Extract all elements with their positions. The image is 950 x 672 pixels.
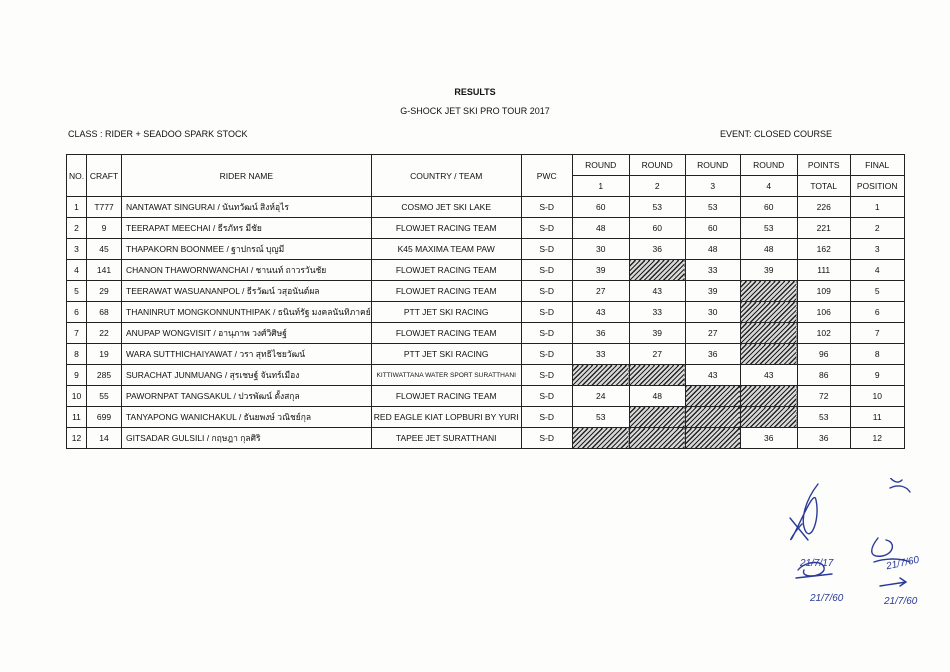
col-round-4: ROUND	[740, 155, 797, 176]
cell-craft: 14	[87, 428, 122, 449]
cell-round-2: 36	[629, 239, 685, 260]
cell-team: RED EAGLE KIAT LOPBURI BY YURI	[371, 407, 521, 428]
cell-round-4: 39	[740, 260, 797, 281]
signature-date-1: 21/7/17	[800, 558, 834, 569]
cell-round-2: 27	[629, 344, 685, 365]
cell-points-total: 221	[797, 218, 850, 239]
cell-team: PTT JET SKI RACING	[371, 344, 521, 365]
table-row	[67, 386, 905, 407]
cell-round-3	[685, 386, 740, 407]
cell-craft: 45	[87, 239, 122, 260]
cell-rider-name: THAPAKORN BOONMEE / ฐาปกรณ์ บุญมี	[122, 239, 372, 260]
cell-team: PTT JET SKI RACING	[371, 302, 521, 323]
cell-rider-name: TANYAPONG WANICHAKUL / ธันยพงษ์ วณิชย์กุล	[122, 407, 372, 428]
cell-points-total: 162	[797, 239, 850, 260]
final-position-label: POSITION	[850, 176, 904, 197]
cell-pwc: S-D	[521, 344, 572, 365]
cell-final-position: 11	[850, 407, 904, 428]
cell-round-1: 36	[572, 323, 629, 344]
round-number-3: 3	[685, 176, 740, 197]
table-row	[67, 365, 905, 386]
cell-points-total: 36	[797, 428, 850, 449]
cell-rider-name: GITSADAR GULSILI / กฤษฎา กุลศิริ	[122, 428, 372, 449]
cell-round-2	[629, 407, 685, 428]
cell-craft: 68	[87, 302, 122, 323]
cell-round-4	[740, 407, 797, 428]
cell-craft: 19	[87, 344, 122, 365]
col-round-2: ROUND	[629, 155, 685, 176]
round-number-2: 2	[629, 176, 685, 197]
cell-round-4	[740, 281, 797, 302]
table-row	[67, 197, 905, 218]
cell-rider-name: SURACHAT JUNMUANG / สุรเชษฐ์ จันทร์เมือง	[122, 365, 372, 386]
cell-team: K45 MAXIMA TEAM PAW	[371, 239, 521, 260]
cell-round-2: 43	[629, 281, 685, 302]
signature-date-3: 21/7/60	[885, 554, 921, 573]
cell-round-4: 60	[740, 197, 797, 218]
cell-no: 2	[67, 218, 87, 239]
cell-points-total: 53	[797, 407, 850, 428]
col-final: FINAL	[850, 155, 904, 176]
cell-round-2: 39	[629, 323, 685, 344]
cell-rider-name: PAWORNPAT TANGSAKUL / ปวรพัฒน์ ตั้งสกุล	[122, 386, 372, 407]
handwritten-signatures	[760, 478, 950, 618]
cell-round-1: 60	[572, 197, 629, 218]
cell-points-total: 111	[797, 260, 850, 281]
cell-rider-name: THANINRUT MONGKONNUNTHIPAK / ธนินท์รัฐ มงคลนันทิภาคย์	[122, 302, 372, 323]
cell-round-3: 43	[685, 365, 740, 386]
signature-date-2: 21/7/60	[810, 593, 844, 604]
cell-pwc: S-D	[521, 239, 572, 260]
col-country-team: COUNTRY / TEAM	[371, 155, 521, 197]
cell-pwc: S-D	[521, 218, 572, 239]
cell-round-3: 53	[685, 197, 740, 218]
cell-craft: 9	[87, 218, 122, 239]
cell-round-4: 53	[740, 218, 797, 239]
cell-pwc: S-D	[521, 260, 572, 281]
cell-final-position: 4	[850, 260, 904, 281]
table-row	[67, 281, 905, 302]
cell-round-3: 60	[685, 218, 740, 239]
cell-no: 3	[67, 239, 87, 260]
cell-final-position: 1	[850, 197, 904, 218]
cell-final-position: 2	[850, 218, 904, 239]
table-row	[67, 302, 905, 323]
cell-no: 1	[67, 197, 87, 218]
col-pwc: PWC	[521, 155, 572, 197]
cell-round-1: 39	[572, 260, 629, 281]
cell-craft: 141	[87, 260, 122, 281]
event-name: G-SHOCK JET SKI PRO TOUR 2017	[400, 106, 550, 116]
col-craft: CRAFT	[87, 155, 122, 197]
cell-craft: 699	[87, 407, 122, 428]
cell-no: 6	[67, 302, 87, 323]
cell-round-2: 60	[629, 218, 685, 239]
cell-pwc: S-D	[521, 407, 572, 428]
table-row	[67, 428, 905, 449]
cell-rider-name: TEERAPAT MEECHAI / ธีรภัทร มีชัย	[122, 218, 372, 239]
cell-final-position: 8	[850, 344, 904, 365]
cell-round-4: 36	[740, 428, 797, 449]
cell-pwc: S-D	[521, 365, 572, 386]
cell-final-position: 3	[850, 239, 904, 260]
cell-round-1: 53	[572, 407, 629, 428]
cell-round-3: 27	[685, 323, 740, 344]
cell-pwc: S-D	[521, 197, 572, 218]
cell-round-4: 43	[740, 365, 797, 386]
cell-round-4	[740, 323, 797, 344]
cell-final-position: 9	[850, 365, 904, 386]
cell-round-2: 53	[629, 197, 685, 218]
cell-rider-name: ANUPAP WONGVISIT / อานุภาพ วงศ์วิศิษฐ์	[122, 323, 372, 344]
cell-round-1: 27	[572, 281, 629, 302]
cell-no: 10	[67, 386, 87, 407]
cell-rider-name: TEERAWAT WASUANANPOL / ธีรวัฒน์ วสุอนันต์ผล	[122, 281, 372, 302]
cell-no: 12	[67, 428, 87, 449]
table-row	[67, 407, 905, 428]
cell-round-2: 33	[629, 302, 685, 323]
event-label: EVENT: CLOSED COURSE	[719, 129, 832, 139]
cell-craft: 285	[87, 365, 122, 386]
header-row-1	[67, 155, 905, 176]
cell-round-1: 24	[572, 386, 629, 407]
cell-rider-name: NANTAWAT SINGURAI / นันทวัฒน์ สิงห์อุไร	[122, 197, 372, 218]
cell-craft: T777	[87, 197, 122, 218]
signature-date-4: 21/7/60	[884, 596, 918, 607]
cell-team: COSMO JET SKI LAKE	[371, 197, 521, 218]
cell-round-3: 33	[685, 260, 740, 281]
table-row	[67, 260, 905, 281]
round-number-4: 4	[740, 176, 797, 197]
cell-round-1: 33	[572, 344, 629, 365]
class-label: CLASS : RIDER + SEADOO SPARK STOCK	[68, 129, 248, 139]
cell-no: 9	[67, 365, 87, 386]
cell-final-position: 10	[850, 386, 904, 407]
cell-no: 7	[67, 323, 87, 344]
cell-craft: 22	[87, 323, 122, 344]
cell-final-position: 12	[850, 428, 904, 449]
table-row	[67, 239, 905, 260]
cell-points-total: 96	[797, 344, 850, 365]
cell-final-position: 7	[850, 323, 904, 344]
cell-team: TAPEE JET SURATTHANI	[371, 428, 521, 449]
cell-final-position: 5	[850, 281, 904, 302]
cell-round-3: 48	[685, 239, 740, 260]
cell-points-total: 106	[797, 302, 850, 323]
col-rider-name: RIDER NAME	[122, 155, 372, 197]
round-number-1: 1	[572, 176, 629, 197]
cell-round-2	[629, 365, 685, 386]
cell-round-1: 30	[572, 239, 629, 260]
cell-team: FLOWJET RACING TEAM	[371, 281, 521, 302]
cell-round-1	[572, 365, 629, 386]
cell-points-total: 226	[797, 197, 850, 218]
cell-no: 11	[67, 407, 87, 428]
cell-round-2	[629, 428, 685, 449]
cell-round-3	[685, 428, 740, 449]
table-row	[67, 323, 905, 344]
cell-rider-name: CHANON THAWORNWANCHAI / ชานนท์ ถาวรวันชัย	[122, 260, 372, 281]
cell-final-position: 6	[850, 302, 904, 323]
cell-pwc: S-D	[521, 323, 572, 344]
col-round-3: ROUND	[685, 155, 740, 176]
col-no: NO.	[67, 155, 87, 197]
cell-pwc: S-D	[521, 386, 572, 407]
col-round-1: ROUND	[572, 155, 629, 176]
col-points: POINTS	[797, 155, 850, 176]
cell-points-total: 72	[797, 386, 850, 407]
cell-round-1: 43	[572, 302, 629, 323]
cell-round-1: 48	[572, 218, 629, 239]
points-total-label: TOTAL	[797, 176, 850, 197]
cell-pwc: S-D	[521, 428, 572, 449]
cell-points-total: 102	[797, 323, 850, 344]
cell-craft: 55	[87, 386, 122, 407]
cell-craft: 29	[87, 281, 122, 302]
cell-team: FLOWJET RACING TEAM	[371, 386, 521, 407]
cell-pwc: S-D	[521, 302, 572, 323]
cell-pwc: S-D	[521, 281, 572, 302]
cell-team: KITTIWATTANA WATER SPORT SURATTHANI	[371, 365, 521, 386]
cell-round-3	[685, 407, 740, 428]
cell-round-4	[740, 344, 797, 365]
cell-round-3: 39	[685, 281, 740, 302]
cell-team: FLOWJET RACING TEAM	[371, 323, 521, 344]
cell-round-2: 48	[629, 386, 685, 407]
cell-team: FLOWJET RACING TEAM	[371, 260, 521, 281]
cell-team: FLOWJET RACING TEAM	[371, 218, 521, 239]
cell-round-4	[740, 302, 797, 323]
cell-no: 5	[67, 281, 87, 302]
cell-points-total: 86	[797, 365, 850, 386]
results-table	[66, 154, 905, 449]
cell-round-4	[740, 386, 797, 407]
cell-rider-name: WARA SUTTHICHAIYAWAT / วรา สุทธิไชยวัฒน์	[122, 344, 372, 365]
table-row	[67, 344, 905, 365]
cell-no: 4	[67, 260, 87, 281]
cell-round-1	[572, 428, 629, 449]
cell-round-3: 36	[685, 344, 740, 365]
cell-round-2	[629, 260, 685, 281]
cell-round-3: 30	[685, 302, 740, 323]
results-title: RESULTS	[454, 87, 496, 97]
table-row	[67, 218, 905, 239]
cell-no: 8	[67, 344, 87, 365]
cell-round-4: 48	[740, 239, 797, 260]
cell-points-total: 109	[797, 281, 850, 302]
